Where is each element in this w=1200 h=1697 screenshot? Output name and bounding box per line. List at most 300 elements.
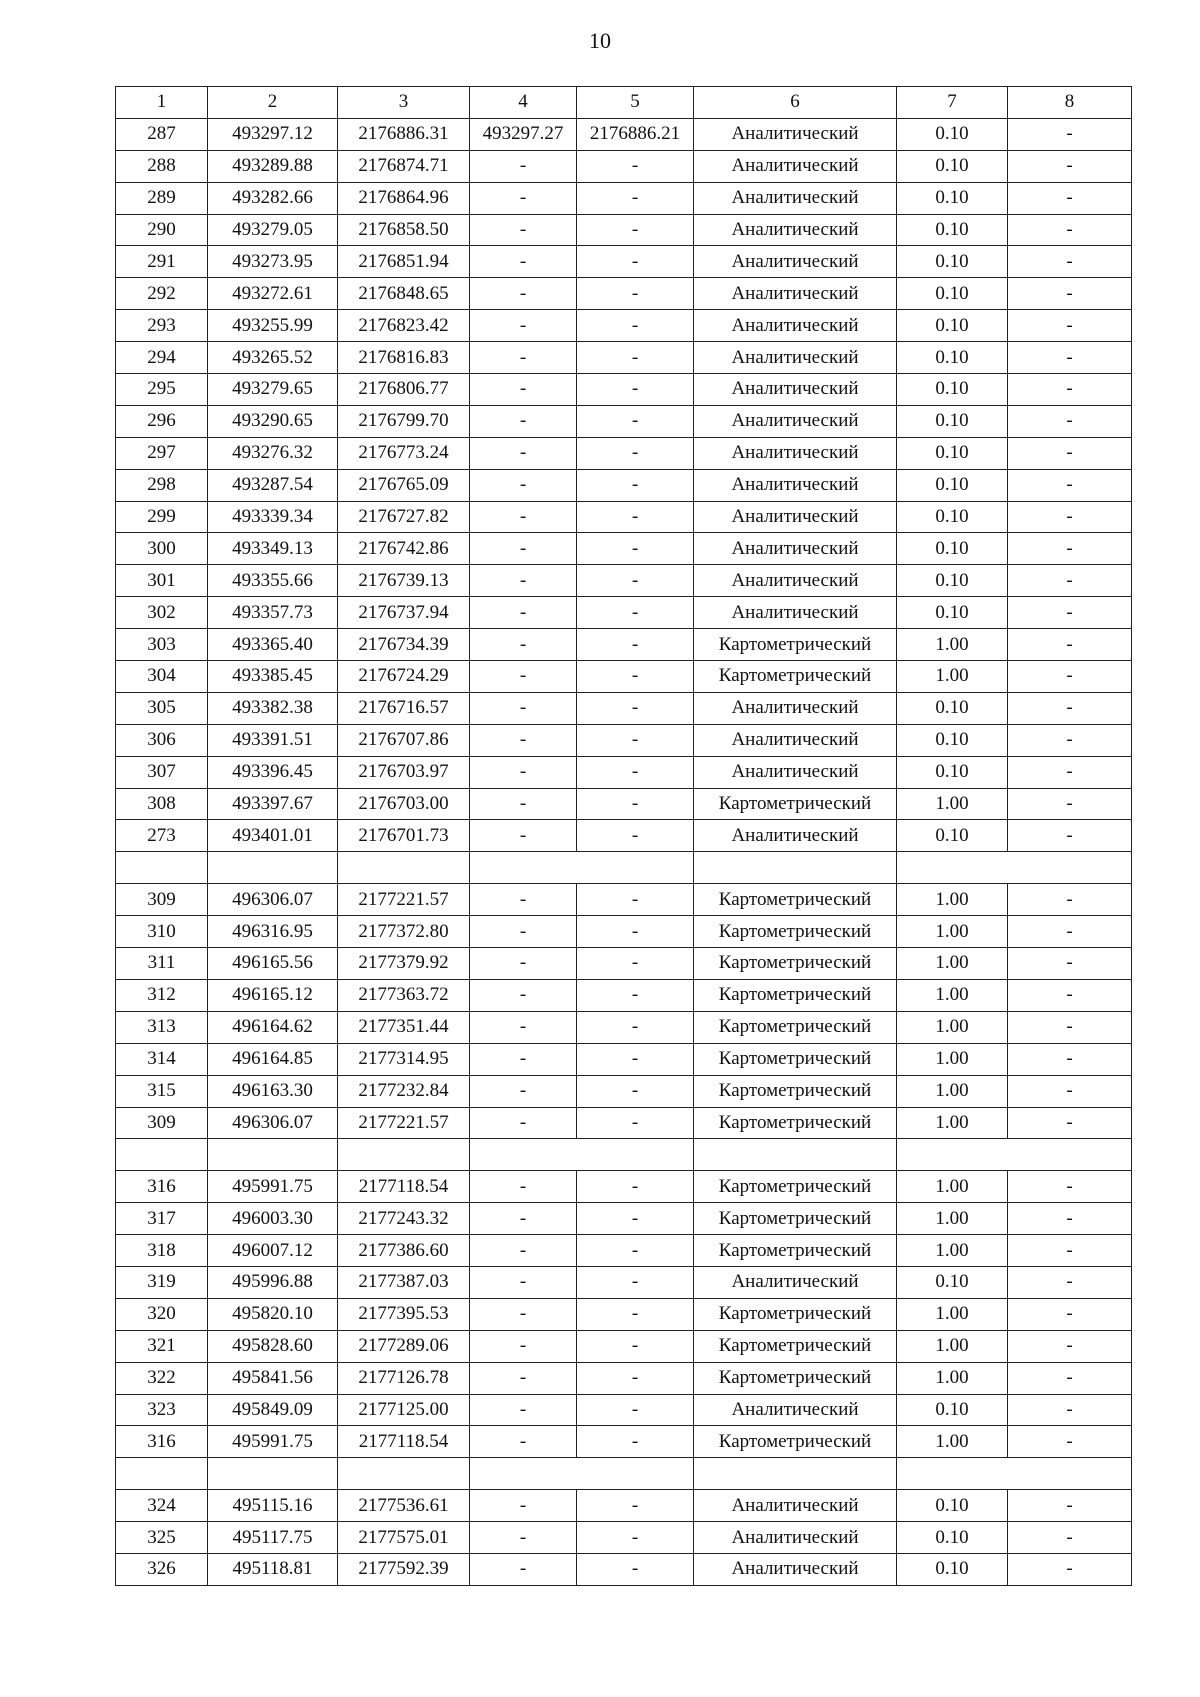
cell-x-coordinate: 493290.65 bbox=[208, 405, 338, 437]
table-row bbox=[116, 1394, 1132, 1426]
cell-x-coordinate-alt: - bbox=[470, 1075, 577, 1107]
separator-cell bbox=[116, 1458, 208, 1490]
cell-method: Картометрический bbox=[694, 1203, 897, 1235]
table-row bbox=[116, 1298, 1132, 1330]
table-row bbox=[116, 278, 1132, 310]
cell-x-coordinate: 495849.09 bbox=[208, 1394, 338, 1426]
cell-note: - bbox=[1008, 1171, 1132, 1203]
cell-y-coordinate: 2176742.86 bbox=[338, 533, 470, 565]
cell-note: - bbox=[1008, 629, 1132, 661]
cell-point-number: 289 bbox=[116, 182, 208, 214]
table-row bbox=[116, 1522, 1132, 1554]
cell-x-coordinate: 493297.12 bbox=[208, 118, 338, 150]
table-row bbox=[116, 788, 1132, 820]
cell-y-coordinate-alt: - bbox=[577, 533, 694, 565]
cell-point-number: 307 bbox=[116, 756, 208, 788]
cell-y-coordinate: 2177118.54 bbox=[338, 1426, 470, 1458]
cell-accuracy: 0.10 bbox=[897, 278, 1008, 310]
cell-method: Аналитический bbox=[694, 1394, 897, 1426]
table-row bbox=[116, 1266, 1132, 1298]
cell-x-coordinate: 495117.75 bbox=[208, 1522, 338, 1554]
cell-accuracy: 1.00 bbox=[897, 1203, 1008, 1235]
cell-x-coordinate: 493401.01 bbox=[208, 820, 338, 852]
cell-y-coordinate: 2177221.57 bbox=[338, 884, 470, 916]
cell-accuracy: 1.00 bbox=[897, 1298, 1008, 1330]
cell-accuracy: 0.10 bbox=[897, 724, 1008, 756]
cell-y-coordinate-alt: - bbox=[577, 692, 694, 724]
cell-x-coordinate-alt: - bbox=[470, 1490, 577, 1522]
cell-x-coordinate-alt: - bbox=[470, 1522, 577, 1554]
cell-y-coordinate-alt: - bbox=[577, 597, 694, 629]
cell-y-coordinate-alt: - bbox=[577, 182, 694, 214]
cell-method: Картометрический bbox=[694, 788, 897, 820]
cell-x-coordinate: 493355.66 bbox=[208, 565, 338, 597]
table-row bbox=[116, 533, 1132, 565]
cell-accuracy: 0.10 bbox=[897, 342, 1008, 374]
cell-accuracy: 0.10 bbox=[897, 182, 1008, 214]
cell-method: Картометрический bbox=[694, 1171, 897, 1203]
cell-y-coordinate: 2176703.00 bbox=[338, 788, 470, 820]
cell-method: Картометрический bbox=[694, 1043, 897, 1075]
cell-x-coordinate: 493289.88 bbox=[208, 150, 338, 182]
column-header-5: 5 bbox=[577, 87, 694, 119]
cell-y-coordinate: 2177351.44 bbox=[338, 1011, 470, 1043]
cell-y-coordinate-alt: - bbox=[577, 565, 694, 597]
cell-y-coordinate-alt: - bbox=[577, 246, 694, 278]
cell-y-coordinate: 2176874.71 bbox=[338, 150, 470, 182]
cell-point-number: 316 bbox=[116, 1426, 208, 1458]
table-row bbox=[116, 310, 1132, 342]
cell-note: - bbox=[1008, 756, 1132, 788]
cell-method: Картометрический bbox=[694, 979, 897, 1011]
cell-method: Картометрический bbox=[694, 1330, 897, 1362]
cell-x-coordinate-alt: - bbox=[470, 1011, 577, 1043]
cell-note: - bbox=[1008, 1107, 1132, 1139]
cell-method: Картометрический bbox=[694, 1426, 897, 1458]
cell-y-coordinate-alt: - bbox=[577, 1553, 694, 1585]
cell-y-coordinate-alt: - bbox=[577, 1235, 694, 1267]
cell-x-coordinate: 493272.61 bbox=[208, 278, 338, 310]
cell-point-number: 292 bbox=[116, 278, 208, 310]
cell-x-coordinate: 496164.85 bbox=[208, 1043, 338, 1075]
cell-point-number: 312 bbox=[116, 979, 208, 1011]
cell-accuracy: 1.00 bbox=[897, 1426, 1008, 1458]
table-header-row bbox=[116, 87, 1132, 119]
table-row bbox=[116, 1490, 1132, 1522]
cell-y-coordinate-alt: - bbox=[577, 214, 694, 246]
table-row bbox=[116, 246, 1132, 278]
cell-x-coordinate: 493397.67 bbox=[208, 788, 338, 820]
page-number: 10 bbox=[589, 28, 611, 53]
table-row bbox=[116, 1330, 1132, 1362]
cell-x-coordinate: 493391.51 bbox=[208, 724, 338, 756]
cell-note: - bbox=[1008, 1490, 1132, 1522]
cell-x-coordinate-alt: - bbox=[470, 916, 577, 948]
table-row bbox=[116, 629, 1132, 661]
cell-point-number: 325 bbox=[116, 1522, 208, 1554]
table-row bbox=[116, 948, 1132, 980]
cell-y-coordinate-alt: 2176886.21 bbox=[577, 118, 694, 150]
cell-note: - bbox=[1008, 692, 1132, 724]
cell-note: - bbox=[1008, 405, 1132, 437]
cell-method: Аналитический bbox=[694, 1266, 897, 1298]
table-row bbox=[116, 437, 1132, 469]
cell-y-coordinate: 2177536.61 bbox=[338, 1490, 470, 1522]
cell-method: Аналитический bbox=[694, 820, 897, 852]
cell-method: Картометрический bbox=[694, 661, 897, 693]
cell-point-number: 313 bbox=[116, 1011, 208, 1043]
cell-x-coordinate-alt: - bbox=[470, 820, 577, 852]
cell-x-coordinate: 496306.07 bbox=[208, 1107, 338, 1139]
cell-y-coordinate: 2176716.57 bbox=[338, 692, 470, 724]
cell-y-coordinate-alt: - bbox=[577, 1330, 694, 1362]
cell-y-coordinate-alt: - bbox=[577, 1298, 694, 1330]
cell-y-coordinate: 2176851.94 bbox=[338, 246, 470, 278]
cell-method: Аналитический bbox=[694, 1553, 897, 1585]
table-row bbox=[116, 118, 1132, 150]
cell-note: - bbox=[1008, 533, 1132, 565]
column-header-7: 7 bbox=[897, 87, 1008, 119]
table-row bbox=[116, 724, 1132, 756]
cell-method: Аналитический bbox=[694, 501, 897, 533]
cell-y-coordinate-alt: - bbox=[577, 1107, 694, 1139]
cell-x-coordinate: 496007.12 bbox=[208, 1235, 338, 1267]
cell-y-coordinate: 2176806.77 bbox=[338, 374, 470, 406]
cell-y-coordinate: 2176724.29 bbox=[338, 661, 470, 693]
cell-point-number: 308 bbox=[116, 788, 208, 820]
cell-y-coordinate-alt: - bbox=[577, 501, 694, 533]
cell-accuracy: 0.10 bbox=[897, 692, 1008, 724]
separator-cell bbox=[897, 852, 1132, 884]
cell-y-coordinate: 2176886.31 bbox=[338, 118, 470, 150]
cell-point-number: 317 bbox=[116, 1203, 208, 1235]
cell-method: Аналитический bbox=[694, 342, 897, 374]
cell-note: - bbox=[1008, 374, 1132, 406]
cell-note: - bbox=[1008, 1362, 1132, 1394]
separator-cell bbox=[897, 1458, 1132, 1490]
cell-x-coordinate: 495115.16 bbox=[208, 1490, 338, 1522]
cell-method: Аналитический bbox=[694, 150, 897, 182]
cell-y-coordinate-alt: - bbox=[577, 1490, 694, 1522]
cell-y-coordinate-alt: - bbox=[577, 884, 694, 916]
cell-note: - bbox=[1008, 342, 1132, 374]
table-row bbox=[116, 916, 1132, 948]
cell-x-coordinate-alt: - bbox=[470, 374, 577, 406]
separator-cell bbox=[694, 1458, 897, 1490]
table-row bbox=[116, 1362, 1132, 1394]
cell-point-number: 324 bbox=[116, 1490, 208, 1522]
table-row bbox=[116, 1171, 1132, 1203]
cell-y-coordinate: 2177126.78 bbox=[338, 1362, 470, 1394]
cell-method: Аналитический bbox=[694, 182, 897, 214]
cell-method: Картометрический bbox=[694, 1362, 897, 1394]
cell-point-number: 311 bbox=[116, 948, 208, 980]
cell-accuracy: 1.00 bbox=[897, 884, 1008, 916]
cell-point-number: 321 bbox=[116, 1330, 208, 1362]
cell-accuracy: 0.10 bbox=[897, 118, 1008, 150]
cell-method: Картометрический bbox=[694, 884, 897, 916]
cell-note: - bbox=[1008, 150, 1132, 182]
cell-x-coordinate-alt: - bbox=[470, 788, 577, 820]
separator-cell bbox=[470, 1139, 694, 1171]
cell-y-coordinate: 2176816.83 bbox=[338, 342, 470, 374]
cell-y-coordinate: 2177314.95 bbox=[338, 1043, 470, 1075]
cell-method: Аналитический bbox=[694, 724, 897, 756]
table-row bbox=[116, 1011, 1132, 1043]
cell-y-coordinate-alt: - bbox=[577, 1394, 694, 1426]
cell-method: Аналитический bbox=[694, 533, 897, 565]
separator-row bbox=[116, 852, 1132, 884]
cell-note: - bbox=[1008, 597, 1132, 629]
cell-method: Аналитический bbox=[694, 278, 897, 310]
cell-method: Картометрический bbox=[694, 916, 897, 948]
cell-method: Картометрический bbox=[694, 1011, 897, 1043]
cell-x-coordinate: 493279.05 bbox=[208, 214, 338, 246]
cell-point-number: 293 bbox=[116, 310, 208, 342]
cell-point-number: 309 bbox=[116, 1107, 208, 1139]
cell-accuracy: 1.00 bbox=[897, 1171, 1008, 1203]
cell-note: - bbox=[1008, 118, 1132, 150]
cell-x-coordinate-alt: 493297.27 bbox=[470, 118, 577, 150]
cell-y-coordinate-alt: - bbox=[577, 1075, 694, 1107]
cell-accuracy: 0.10 bbox=[897, 501, 1008, 533]
cell-method: Аналитический bbox=[694, 692, 897, 724]
cell-note: - bbox=[1008, 916, 1132, 948]
separator-cell bbox=[338, 852, 470, 884]
cell-note: - bbox=[1008, 1203, 1132, 1235]
cell-method: Аналитический bbox=[694, 405, 897, 437]
cell-note: - bbox=[1008, 788, 1132, 820]
cell-note: - bbox=[1008, 437, 1132, 469]
cell-y-coordinate-alt: - bbox=[577, 278, 694, 310]
cell-method: Аналитический bbox=[694, 437, 897, 469]
cell-point-number: 322 bbox=[116, 1362, 208, 1394]
cell-x-coordinate: 493385.45 bbox=[208, 661, 338, 693]
column-header-2: 2 bbox=[208, 87, 338, 119]
cell-x-coordinate: 493349.13 bbox=[208, 533, 338, 565]
cell-y-coordinate: 2177387.03 bbox=[338, 1266, 470, 1298]
cell-y-coordinate-alt: - bbox=[577, 437, 694, 469]
cell-point-number: 326 bbox=[116, 1553, 208, 1585]
cell-point-number: 295 bbox=[116, 374, 208, 406]
separator-cell bbox=[470, 852, 694, 884]
cell-point-number: 306 bbox=[116, 724, 208, 756]
cell-accuracy: 0.10 bbox=[897, 756, 1008, 788]
cell-method: Аналитический bbox=[694, 246, 897, 278]
cell-x-coordinate-alt: - bbox=[470, 1330, 577, 1362]
table-row bbox=[116, 150, 1132, 182]
cell-point-number: 319 bbox=[116, 1266, 208, 1298]
cell-point-number: 287 bbox=[116, 118, 208, 150]
cell-point-number: 310 bbox=[116, 916, 208, 948]
cell-y-coordinate: 2176734.39 bbox=[338, 629, 470, 661]
separator-cell bbox=[116, 852, 208, 884]
cell-accuracy: 1.00 bbox=[897, 661, 1008, 693]
cell-note: - bbox=[1008, 246, 1132, 278]
cell-y-coordinate: 2177575.01 bbox=[338, 1522, 470, 1554]
cell-x-coordinate-alt: - bbox=[470, 1394, 577, 1426]
cell-point-number: 305 bbox=[116, 692, 208, 724]
cell-y-coordinate: 2177363.72 bbox=[338, 979, 470, 1011]
table-row bbox=[116, 214, 1132, 246]
cell-y-coordinate-alt: - bbox=[577, 1266, 694, 1298]
cell-method: Аналитический bbox=[694, 310, 897, 342]
table-row bbox=[116, 756, 1132, 788]
cell-x-coordinate-alt: - bbox=[470, 469, 577, 501]
cell-point-number: 296 bbox=[116, 405, 208, 437]
cell-accuracy: 0.10 bbox=[897, 1522, 1008, 1554]
cell-point-number: 300 bbox=[116, 533, 208, 565]
cell-note: - bbox=[1008, 1075, 1132, 1107]
cell-point-number: 298 bbox=[116, 469, 208, 501]
separator-cell bbox=[694, 1139, 897, 1171]
table-row bbox=[116, 820, 1132, 852]
cell-x-coordinate-alt: - bbox=[470, 756, 577, 788]
cell-accuracy: 1.00 bbox=[897, 1362, 1008, 1394]
cell-point-number: 315 bbox=[116, 1075, 208, 1107]
cell-y-coordinate: 2177379.92 bbox=[338, 948, 470, 980]
cell-accuracy: 1.00 bbox=[897, 979, 1008, 1011]
cell-method: Аналитический bbox=[694, 1522, 897, 1554]
cell-accuracy: 1.00 bbox=[897, 1107, 1008, 1139]
cell-y-coordinate: 2177118.54 bbox=[338, 1171, 470, 1203]
cell-x-coordinate-alt: - bbox=[470, 884, 577, 916]
cell-note: - bbox=[1008, 214, 1132, 246]
cell-accuracy: 1.00 bbox=[897, 1330, 1008, 1362]
table-row bbox=[116, 1235, 1132, 1267]
cell-accuracy: 1.00 bbox=[897, 1043, 1008, 1075]
cell-accuracy: 0.10 bbox=[897, 1553, 1008, 1585]
cell-accuracy: 0.10 bbox=[897, 820, 1008, 852]
cell-note: - bbox=[1008, 1298, 1132, 1330]
cell-x-coordinate-alt: - bbox=[470, 342, 577, 374]
cell-note: - bbox=[1008, 820, 1132, 852]
cell-x-coordinate-alt: - bbox=[470, 533, 577, 565]
cell-accuracy: 0.10 bbox=[897, 310, 1008, 342]
cell-x-coordinate-alt: - bbox=[470, 310, 577, 342]
cell-accuracy: 1.00 bbox=[897, 1011, 1008, 1043]
cell-y-coordinate-alt: - bbox=[577, 820, 694, 852]
cell-x-coordinate: 493276.32 bbox=[208, 437, 338, 469]
separator-cell bbox=[338, 1458, 470, 1490]
cell-accuracy: 0.10 bbox=[897, 374, 1008, 406]
cell-note: - bbox=[1008, 1043, 1132, 1075]
cell-accuracy: 1.00 bbox=[897, 788, 1008, 820]
separator-cell bbox=[338, 1139, 470, 1171]
cell-accuracy: 0.10 bbox=[897, 469, 1008, 501]
cell-x-coordinate: 493255.99 bbox=[208, 310, 338, 342]
cell-x-coordinate-alt: - bbox=[470, 979, 577, 1011]
cell-method: Аналитический bbox=[694, 565, 897, 597]
cell-y-coordinate-alt: - bbox=[577, 1426, 694, 1458]
column-header-8: 8 bbox=[1008, 87, 1132, 119]
cell-method: Картометрический bbox=[694, 1235, 897, 1267]
cell-point-number: 290 bbox=[116, 214, 208, 246]
table-row bbox=[116, 1553, 1132, 1585]
table-row bbox=[116, 565, 1132, 597]
cell-point-number: 301 bbox=[116, 565, 208, 597]
cell-y-coordinate: 2176864.96 bbox=[338, 182, 470, 214]
cell-x-coordinate-alt: - bbox=[470, 1426, 577, 1458]
table-row bbox=[116, 1203, 1132, 1235]
cell-x-coordinate-alt: - bbox=[470, 278, 577, 310]
cell-y-coordinate: 2176823.42 bbox=[338, 310, 470, 342]
cell-y-coordinate: 2176773.24 bbox=[338, 437, 470, 469]
cell-y-coordinate: 2176848.65 bbox=[338, 278, 470, 310]
cell-y-coordinate: 2177243.32 bbox=[338, 1203, 470, 1235]
cell-note: - bbox=[1008, 1266, 1132, 1298]
cell-x-coordinate-alt: - bbox=[470, 1266, 577, 1298]
cell-x-coordinate-alt: - bbox=[470, 1203, 577, 1235]
cell-y-coordinate-alt: - bbox=[577, 1203, 694, 1235]
cell-y-coordinate-alt: - bbox=[577, 469, 694, 501]
cell-method: Аналитический bbox=[694, 374, 897, 406]
cell-accuracy: 0.10 bbox=[897, 246, 1008, 278]
cell-note: - bbox=[1008, 182, 1132, 214]
cell-accuracy: 1.00 bbox=[897, 948, 1008, 980]
cell-accuracy: 0.10 bbox=[897, 1266, 1008, 1298]
cell-accuracy: 0.10 bbox=[897, 437, 1008, 469]
table-row bbox=[116, 597, 1132, 629]
cell-y-coordinate-alt: - bbox=[577, 1522, 694, 1554]
cell-method: Аналитический bbox=[694, 756, 897, 788]
table-row bbox=[116, 374, 1132, 406]
cell-x-coordinate: 496165.12 bbox=[208, 979, 338, 1011]
cell-method: Аналитический bbox=[694, 469, 897, 501]
cell-note: - bbox=[1008, 724, 1132, 756]
separator-row bbox=[116, 1139, 1132, 1171]
cell-method: Аналитический bbox=[694, 597, 897, 629]
cell-y-coordinate-alt: - bbox=[577, 1362, 694, 1394]
cell-method: Картометрический bbox=[694, 629, 897, 661]
cell-x-coordinate: 493287.54 bbox=[208, 469, 338, 501]
cell-y-coordinate: 2177372.80 bbox=[338, 916, 470, 948]
cell-y-coordinate-alt: - bbox=[577, 342, 694, 374]
cell-note: - bbox=[1008, 661, 1132, 693]
cell-note: - bbox=[1008, 1330, 1132, 1362]
cell-method: Картометрический bbox=[694, 1298, 897, 1330]
cell-point-number: 297 bbox=[116, 437, 208, 469]
cell-x-coordinate-alt: - bbox=[470, 150, 577, 182]
cell-x-coordinate: 495118.81 bbox=[208, 1553, 338, 1585]
table-row bbox=[116, 1043, 1132, 1075]
table-row bbox=[116, 469, 1132, 501]
coordinates-table bbox=[115, 86, 1132, 1586]
cell-note: - bbox=[1008, 884, 1132, 916]
cell-x-coordinate-alt: - bbox=[470, 661, 577, 693]
cell-accuracy: 0.10 bbox=[897, 150, 1008, 182]
column-header-1: 1 bbox=[116, 87, 208, 119]
cell-point-number: 294 bbox=[116, 342, 208, 374]
cell-accuracy: 1.00 bbox=[897, 916, 1008, 948]
table-row bbox=[116, 884, 1132, 916]
cell-x-coordinate-alt: - bbox=[470, 629, 577, 661]
cell-y-coordinate-alt: - bbox=[577, 310, 694, 342]
cell-x-coordinate: 496164.62 bbox=[208, 1011, 338, 1043]
separator-cell bbox=[694, 852, 897, 884]
separator-cell bbox=[208, 1458, 338, 1490]
table-row bbox=[116, 342, 1132, 374]
cell-y-coordinate: 2177221.57 bbox=[338, 1107, 470, 1139]
cell-accuracy: 1.00 bbox=[897, 1075, 1008, 1107]
table-row bbox=[116, 1107, 1132, 1139]
cell-y-coordinate-alt: - bbox=[577, 661, 694, 693]
table-row bbox=[116, 661, 1132, 693]
cell-note: - bbox=[1008, 1235, 1132, 1267]
cell-y-coordinate-alt: - bbox=[577, 916, 694, 948]
cell-x-coordinate: 493357.73 bbox=[208, 597, 338, 629]
cell-x-coordinate: 495828.60 bbox=[208, 1330, 338, 1362]
